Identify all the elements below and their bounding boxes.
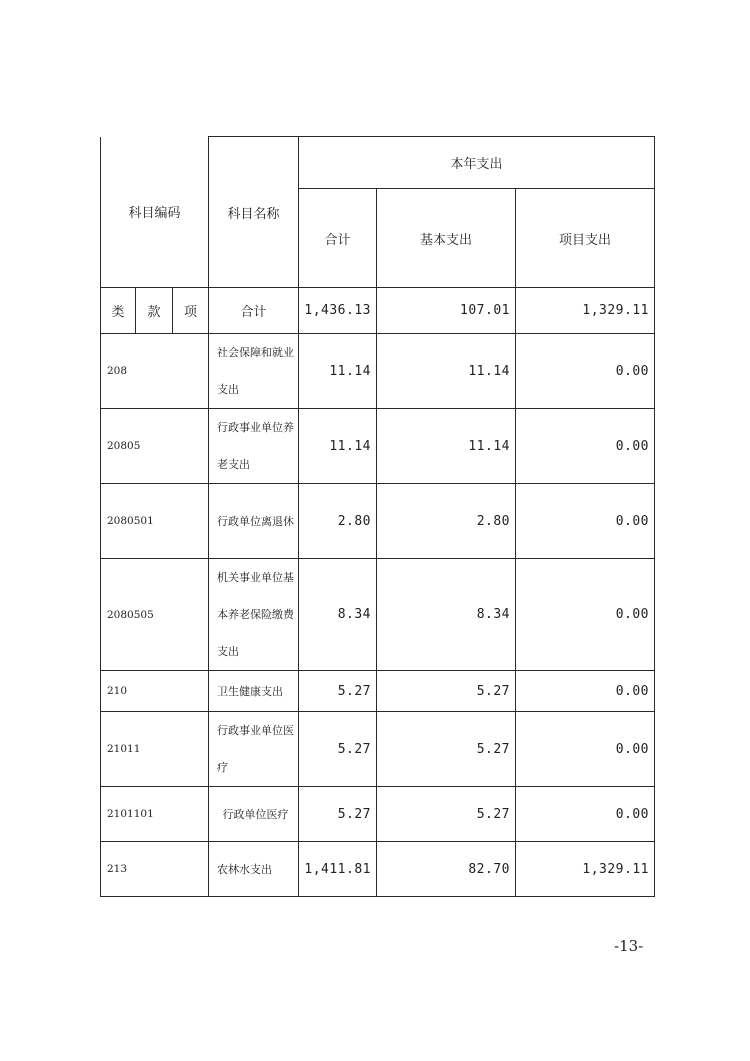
row-project: 0.00 [516,787,655,842]
row-code: 213 [101,842,209,897]
table-row [101,712,655,787]
table-row [101,409,655,484]
table-row [101,787,655,842]
row-total: 11.14 [299,409,377,484]
row-basic: 11.14 [377,409,516,484]
col-kuan: 款 [136,288,173,334]
row-project: 0.00 [516,334,655,409]
row-total: 5.27 [299,787,377,842]
row-basic: 5.27 [377,787,516,842]
row-code: 210 [101,671,209,712]
header-project-expenditure: 项目支出 [516,189,655,288]
row-code: 21011 [101,712,209,787]
col-lei: 类 [101,288,136,334]
summary-row [101,288,655,334]
header-basic-expenditure: 基本支出 [377,189,516,288]
row-name: 社会保障和就业支出 [209,334,299,409]
row-basic: 11.14 [377,334,516,409]
row-total: 11.14 [299,334,377,409]
header-total: 合计 [299,189,377,288]
row-project: 0.00 [516,559,655,671]
header-subject-code: 科目编码 [101,137,209,288]
summary-total: 1,436.13 [299,288,377,334]
row-name: 农林水支出 [209,842,299,897]
row-total: 1,411.81 [299,842,377,897]
header-subject-name: 科目名称 [209,137,299,288]
row-basic: 5.27 [377,671,516,712]
row-total: 5.27 [299,671,377,712]
row-basic: 82.70 [377,842,516,897]
summary-basic: 107.01 [377,288,516,334]
row-name: 行政单位医疗 [209,787,299,842]
row-total: 2.80 [299,484,377,559]
expenditure-table [100,136,655,897]
table-row [101,334,655,409]
row-basic: 5.27 [377,712,516,787]
row-code: 2080501 [101,484,209,559]
row-name: 行政事业单位医疗 [209,712,299,787]
row-name: 机关事业单位基本养老保险缴费支出 [209,559,299,671]
header-current-year-expenditure: 本年支出 [299,137,655,189]
table-row [101,559,655,671]
row-name: 卫生健康支出 [209,671,299,712]
row-project: 1,329.11 [516,842,655,897]
row-code: 2080505 [101,559,209,671]
row-project: 0.00 [516,671,655,712]
row-project: 0.00 [516,484,655,559]
page-number: -13- [614,937,644,955]
row-name: 行政事业单位养老支出 [209,409,299,484]
table-row [101,484,655,559]
row-code: 2101101 [101,787,209,842]
row-project: 0.00 [516,712,655,787]
summary-project: 1,329.11 [516,288,655,334]
row-basic: 8.34 [377,559,516,671]
col-xiang: 项 [173,288,209,334]
row-total: 8.34 [299,559,377,671]
row-name: 行政单位离退休 [209,484,299,559]
table-row [101,842,655,897]
row-basic: 2.80 [377,484,516,559]
row-project: 0.00 [516,409,655,484]
row-code: 20805 [101,409,209,484]
row-total: 5.27 [299,712,377,787]
table-row [101,671,655,712]
row-code: 208 [101,334,209,409]
summary-label: 合计 [209,288,299,334]
